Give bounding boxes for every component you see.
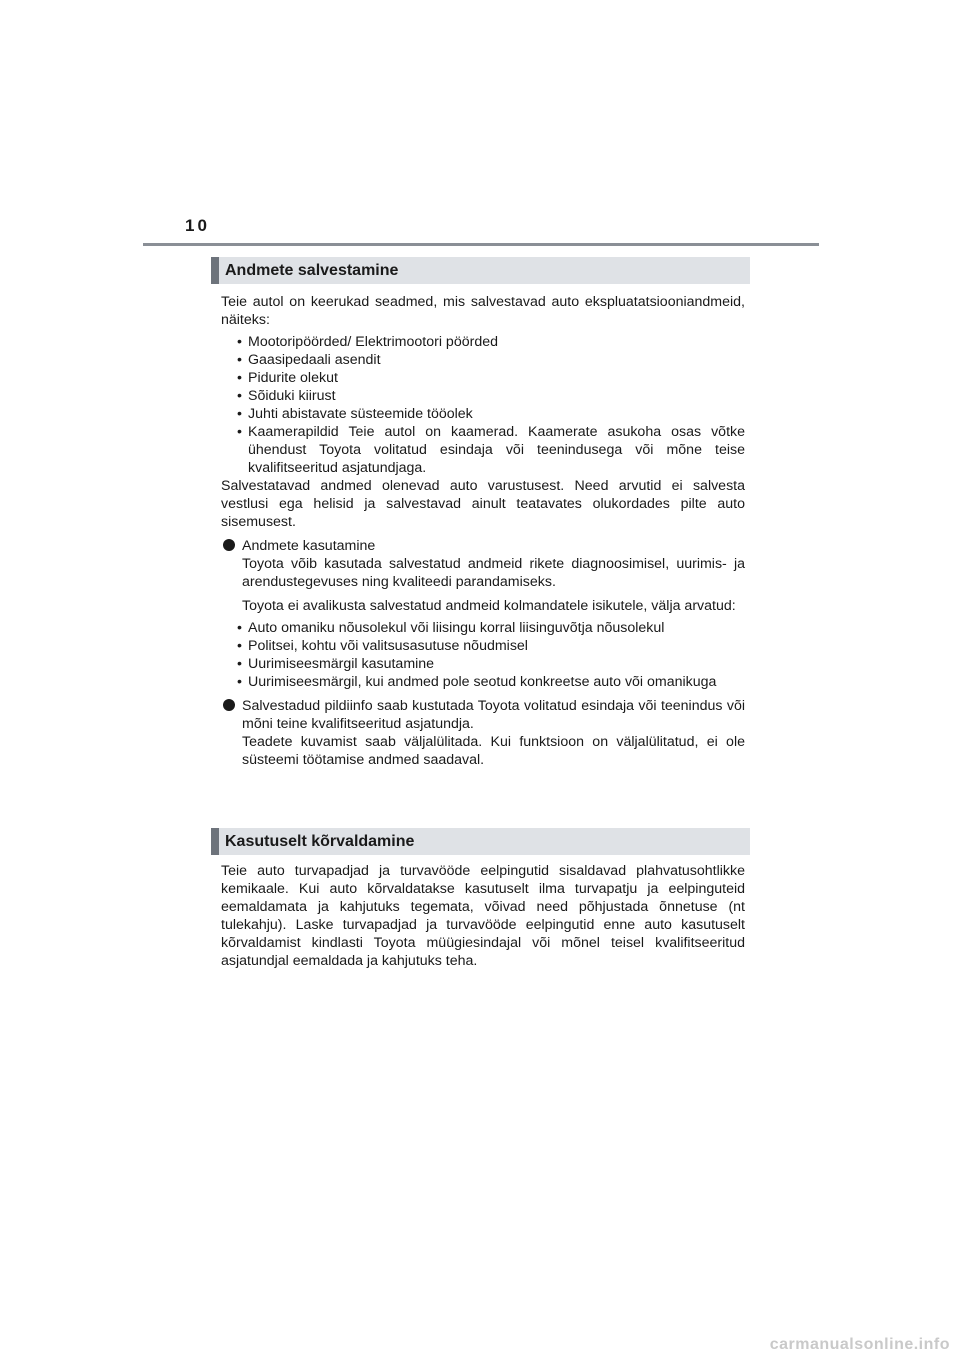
data-variation-paragraph: Salvestatavad andmed olenevad auto varustusest. Need arvutid ei salvesta vestlusi ega helisid ja salvestavad ainult teatavates olukordades pilte auto sisemusest. bbox=[221, 478, 745, 530]
bullet-text: Teadete kuvamist saab väljalülitada. Kui funktsioon on väljalülitatud, ei ole süsteemi töötamise andmed saadaval. bbox=[242, 734, 745, 768]
header-rule bbox=[143, 243, 819, 246]
page-number: 10 bbox=[185, 216, 210, 235]
disposal-paragraph: Teie auto turvapadjad ja turvavööde eelpingutid sisaldavad plahvatusohtlikke kemikaale. Kui auto kõrvaldatakse kasutuselt ilma turvapatju ja eelpinguteid eemaldamata ja kahjutuks tegemata, võivad need põhjustada õnnetuse (nt tulekahju). Laske turvapadjad ja turvavööde eelpingutid enne auto kasutuselt kõrvaldamist kindlasti Toyota müügiesindajal või mõnel teisel kvalifitseeritud asjatundjal eemaldada ja kahjutuks teha. bbox=[221, 863, 745, 969]
intro-paragraph: Teie autol on keerukad seadmed, mis salvestavad auto ekspluatatsiooniandmeid, näiteks: bbox=[221, 294, 745, 328]
list-item: • Kaamerapildid Teie autol on kaamerad. Kaamerate asukoha osas võtke ühendust Toyota volitatud esindaja või teenindusega või mõne teise kvalifitseeritud asjatundjaga. bbox=[221, 423, 745, 477]
bullet-heading: Andmete kasutamine bbox=[242, 538, 376, 554]
bullet-text: Salvestadud pildiinfo saab kustutada Toyota volitatud esindaja või teenindus või mõni teine kvalifitseeritud asjatundja. bbox=[242, 698, 745, 732]
bullet-text: Toyota võib kasutada salvestatud andmeid rikete diagnoosimisel, uurimis- ja arendustegevuses ning kvaliteedi parandamiseks. bbox=[242, 556, 745, 590]
bullet-image-data bbox=[221, 697, 745, 769]
bullet-data-usage bbox=[221, 537, 745, 691]
list-item: • Gaasipedaali asendit bbox=[221, 351, 745, 369]
section-title-disposal: Kasutuselt kõrvaldamine bbox=[211, 828, 750, 855]
list-item: • Juhti abistavate süsteemide tööolek bbox=[221, 405, 745, 423]
recorded-data-list bbox=[221, 333, 745, 477]
list-item: • Uurimiseesmärgil kasutamine bbox=[221, 655, 745, 673]
watermark-text: carmanualsonline.info bbox=[769, 1336, 950, 1353]
disclosure-exceptions-list bbox=[221, 619, 745, 691]
list-item: • Mootoripöörded/ Elektrimootori pöörded bbox=[221, 333, 745, 351]
bullet-dot-icon bbox=[223, 539, 235, 551]
bullet-dot-icon bbox=[223, 699, 235, 711]
list-item: • Pidurite olekut bbox=[221, 369, 745, 387]
list-item: • Uurimiseesmärgil, kui andmed pole seotud konkreetse auto või omanikuga bbox=[221, 673, 745, 691]
list-item: • Auto omaniku nõusolekul või liisingu korral liisinguvõtja nõusolekul bbox=[221, 619, 745, 637]
bullet-text: Toyota ei avalikusta salvestatud andmeid kolmandatele isikutele, välja arvatud: bbox=[242, 598, 736, 614]
section-title-data-recording: Andmete salvestamine bbox=[211, 257, 750, 284]
section-body-data-recording bbox=[221, 293, 745, 769]
list-item: • Sõiduki kiirust bbox=[221, 387, 745, 405]
section-body-disposal bbox=[221, 862, 745, 970]
list-item: • Politsei, kohtu või valitsusasutuse nõudmisel bbox=[221, 637, 745, 655]
